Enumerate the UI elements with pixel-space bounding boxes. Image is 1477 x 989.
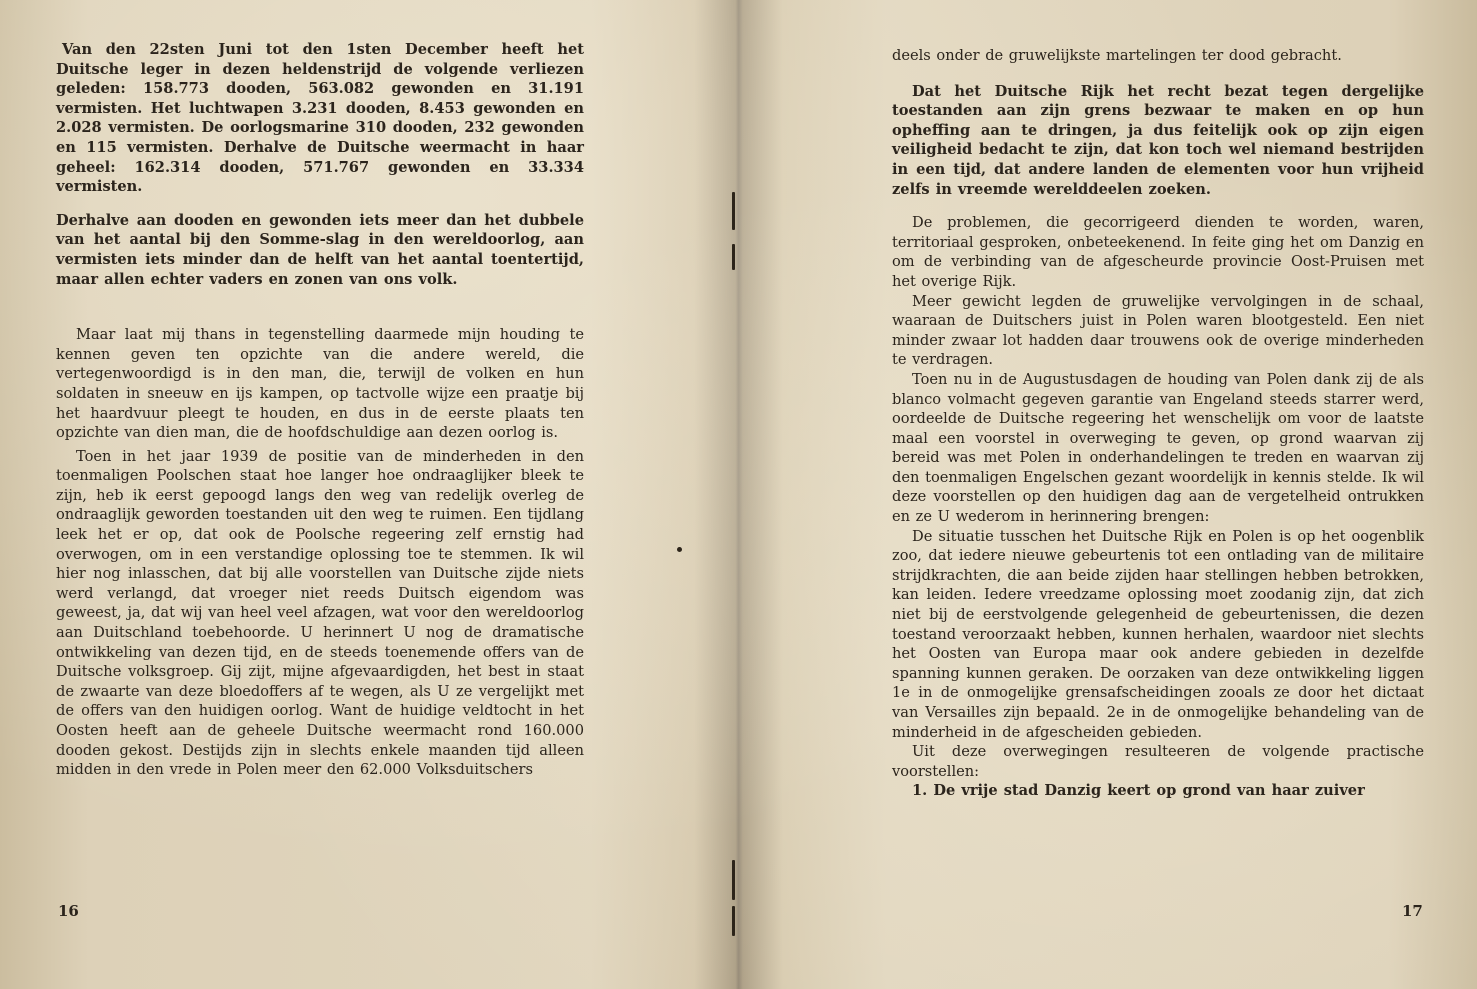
right-paragraph-2: Dat het Duitsche Rijk het recht bezat tegen dergelijke toestanden aan zijn grens bezwaar te maken en op hun opheffing aan te dringen, ja dus feitelijk ook op zijn eigen veiligheid bedacht te zijn, dat kon toch wel niemand bestrijden in een tijd, dat andere landen de elementen voor hun vrijheid zelfs in vreemde werelddeelen zoeken. (892, 82, 1424, 198)
right-paragraph-1: deels onder de gruwelijkste martelingen ter dood gebracht. (892, 47, 1342, 64)
right-paragraph-3: De problemen, die gecorrigeerd dienden te worden, waren, territoriaal gesproken, onbeteekenend. In feite ging het om Danzig en om de verbinding van de afgescheurde provincie Oost-Pruisen met het overige Rijk. (892, 214, 1424, 290)
right-paragraph-4: Meer gewicht legden de gruwelijke vervolgingen in de schaal, waaraan de Duitschers juist in Polen waren blootgesteld. Een niet minder zwaar lot hadden daar trouwens ook de overige minderheden te verdragen. (892, 292, 1424, 369)
right-paragraph-6: De situatie tusschen het Duitsche Rijk en Polen is op het oogenblik zoo, dat iedere nieuwe gebeurtenis tot een ontlading van de militaire strijdkrachten, die aan beide zijden haar stellingen hebben betrokken, kan leiden. Iedere vreedzame oplossing moet zoodanig zijn, dat zich niet bij de eerstvolgende gelegenheid de gebeurtenissen, die dezen toestand veroorzaakt hebben, kunnen herhalen, waardoor niet slechts het Oosten van Europa maar ook andere gebieden in dezelfde spanning kunnen geraken. De oorzaken van deze ontwikkeling liggen 1e in de onmogelijke grensafscheidingen zooals ze door het dictaat van Versailles zijn bepaald. 2e in de onmogelijke behandeling van de minderheid in de afgescheiden gebieden. (892, 527, 1424, 741)
right-paragraph-7: Uit deze overwegingen resulteeren de volgende practische voorstellen: (892, 743, 1424, 780)
left-paragraph-1: Van den 22sten Juni tot den 1sten December heeft het Duitsche leger in dezen heldenstrijd de volgende verliezen geleden: 158.773 dooden, 563.082 gewonden en 31.191 vermisten. Het luchtwapen 3.231 dooden, 8.453 gewonden en 2.028 vermisten. De oorlogsmarine 310 dooden, 232 gewonden en 115 vermisten. Derhalve de Duitsche weermacht in haar geheel: 162.314 dooden, 571.767 gewonden en 33.334 vermisten. (56, 41, 584, 196)
left-page-number: 16 (58, 902, 79, 920)
left-paragraph-2: Derhalve aan dooden en gewonden iets meer dan het dubbele van het aantal bij den Somme-slag in den wereldoorlog, aan vermisten iets minder dan de helft van het aantal toentertijd, maar allen echter vaders en zonen van ons volk. (56, 211, 584, 288)
left-paragraph-3: Maar laat mij thans in tegenstelling daarmede mijn houding te kennen geven ten opzichte van die andere wereld, die vertegenwoordigd is in den man, die, terwijl de volken en hun soldaten in sneeuw en ijs kampen, op tactvolle wijze een praatje bij het haardvuur pleegt te houden, en dus in de eerste plaats ten opzichte van dien man, die de hoofdschuldige aan dezen oorlog is. (56, 326, 584, 442)
ink-speck (677, 547, 682, 552)
right-paragraph-8: 1. De vrije stad Danzig keert op grond van haar zuiver (912, 782, 1365, 800)
right-paragraph-5: Toen nu in de Augustusdagen de houding van Polen dank zij de als blanco volmacht gegeven garantie van Engeland steeds starrer werd, oordeelde de Duitsche regeering het wenschelijk om voor de laatste maal een voorstel in overweging te geven, op grond waarvan zij bereid was met Polen in onderhandelingen te treden en waarvan zij den toenmaligen Engelschen gezant woordelijk in kennis stelde. Ik wil deze voorstellen op den huidigen dag aan de vergetelheid ontrukken en ze U wederom in herinnering brengen: (892, 370, 1424, 526)
left-page (56, 40, 584, 780)
left-paragraph-4: Toen in het jaar 1939 de positie van de minderheden in den toenmaligen Poolschen staat hoe langer hoe ondraaglijker bleek te zijn, heb ik eerst gepoogd langs den weg van redelijk overleg de ondraaglijk geworden toestanden uit den weg te ruimen. Een tijdlang leek het er op, dat ook de Poolsche regeering zelf ernstig had overwogen, om in een verstandige oplossing toe te stemmen. Ik wil hier nog inlasschen, dat bij alle voorstellen van Duitsche zijde niets werd verlangd, dat vroeger niet reeds Duitsch eigendom was geweest, ja, dat wij van heel veel afzagen, wat voor den wereldoorlog aan Duitschland toebehoorde. U herinnert U nog de dramatische ontwikkeling van dezen tijd, en de steeds toenemende offers van de Duitsche volksgroep. Gij zijt, mijne afgevaardigden, het best in staat de zwaarte van deze bloedoffers af te wegen, als U ze vergelijkt met de offers van den huidigen oorlog. Want de huidige veldtocht in het Oosten heeft aan de geheele Duitsche weermacht rond 160.000 dooden gekost. Destijds zijn in slechts enkele maanden tijd alleen midden in den vrede in Polen meer den 62.000 Volksduitschers (56, 447, 584, 779)
right-page (892, 40, 1424, 801)
right-page-number: 17 (1402, 902, 1423, 920)
binding-gutter (726, 180, 742, 940)
